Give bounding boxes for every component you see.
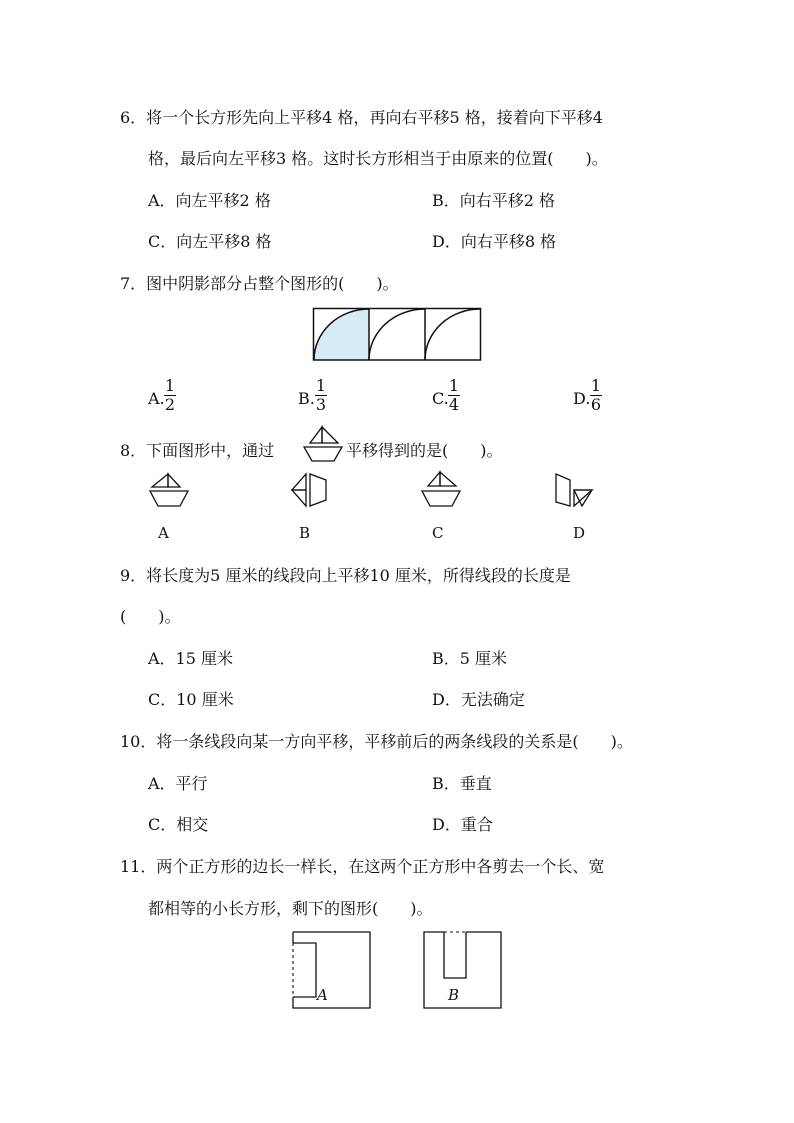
q6-option-a[interactable]: A．向左平移2 格 <box>148 191 271 210</box>
q10-text: 10．将一条线段向某一方向平移，平移前后的两条线段的关系是( )。 <box>120 732 633 751</box>
q7-option-d-letter[interactable]: D. <box>573 389 591 408</box>
q7-shaded-region <box>314 309 369 360</box>
q8-label-b: B <box>299 524 311 542</box>
q11-figure-a <box>292 931 372 1011</box>
q9-line2: ( )。 <box>120 607 181 626</box>
q7-option-b-numerator: 1 <box>315 376 327 395</box>
q10-option-b[interactable]: B．垂直 <box>432 774 492 793</box>
q11-line1: 11．两个正方形的边长一样长，在这两个正方形中各剪去一个长、宽 <box>120 857 605 876</box>
q10-option-a[interactable]: A．平行 <box>148 774 208 793</box>
q8-label-d: D <box>573 524 586 542</box>
q6-line2: 格，最后向左平移3 格。这时长方形相当于由原来的位置( )。 <box>148 149 608 168</box>
q8-figure-c-icon[interactable] <box>420 470 464 510</box>
q8-label-c: C <box>432 524 444 542</box>
q8-label-a: A <box>158 524 169 542</box>
q7-option-c-fraction <box>448 377 460 414</box>
q10-option-c[interactable]: C．相交 <box>148 815 209 834</box>
q7-option-a-letter[interactable]: A. <box>148 389 165 408</box>
q8-text-before: 8．下面图形中，通过 <box>120 441 275 460</box>
q9-option-d[interactable]: D．无法确定 <box>432 690 525 709</box>
q11-line2: 都相等的小长方形，剩下的图形( )。 <box>148 899 433 918</box>
q7-option-a-denominator: 2 <box>164 395 176 414</box>
q7-option-c-numerator: 1 <box>448 376 460 395</box>
q7-option-d-denominator: 6 <box>590 395 602 414</box>
q11-figure-b <box>423 931 503 1011</box>
q9-line1: 9．将长度为5 厘米的线段向上平移10 厘米，所得线段的长度是 <box>120 566 571 585</box>
q11-label-a: A <box>317 986 328 1004</box>
q6-option-b[interactable]: B．向右平移2 格 <box>432 191 556 210</box>
q8-figure-a-icon[interactable] <box>148 470 192 510</box>
q6-option-c[interactable]: C．向左平移8 格 <box>148 232 272 251</box>
q7-option-a-numerator: 1 <box>164 376 176 395</box>
q7-option-a-fraction <box>164 377 176 414</box>
q7-option-b-denominator: 3 <box>315 395 327 414</box>
q7-quarter-circle-figure <box>312 307 482 361</box>
q6-option-d[interactable]: D．向右平移8 格 <box>432 232 557 251</box>
q9-option-c[interactable]: C．10 厘米 <box>148 690 234 709</box>
q7-text: 7．图中阴影部分占整个图形的( )。 <box>120 274 399 293</box>
q7-option-c-denominator: 4 <box>448 395 460 414</box>
q9-option-b[interactable]: B．5 厘米 <box>432 649 508 668</box>
q8-figure-d-icon[interactable] <box>552 470 596 510</box>
q10-option-d[interactable]: D．重合 <box>432 815 493 834</box>
q8-sailboat-reference-icon <box>302 425 344 465</box>
q8-figure-b-icon[interactable] <box>288 470 332 510</box>
q7-option-d-numerator: 1 <box>590 376 602 395</box>
q7-option-c-letter[interactable]: C. <box>432 389 449 408</box>
q8-text-after: 平移得到的是( )。 <box>346 441 503 460</box>
q11-label-b: B <box>448 986 460 1004</box>
q7-option-b-letter[interactable]: B. <box>298 389 315 408</box>
q6-line1: 6．将一个长方形先向上平移4 格，再向右平移5 格，接着向下平移4 <box>120 108 603 127</box>
q7-option-b-fraction <box>315 377 327 414</box>
q9-option-a[interactable]: A．15 厘米 <box>148 649 234 668</box>
q7-option-d-fraction <box>590 377 602 414</box>
